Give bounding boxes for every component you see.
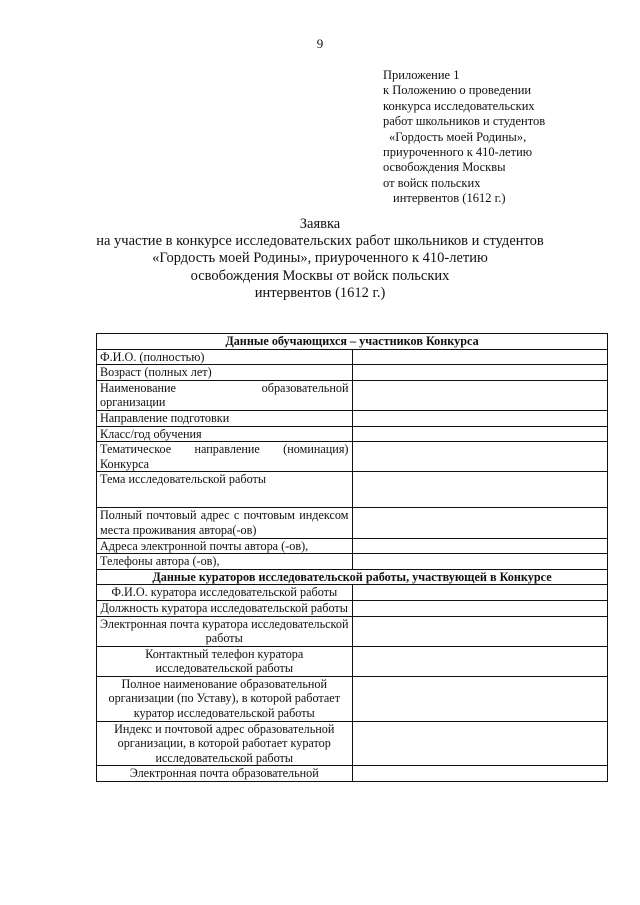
field-value-cell[interactable] — [352, 380, 608, 410]
table-row — [97, 676, 608, 721]
field-value-cell[interactable] — [352, 442, 608, 472]
field-label-line: организации — [100, 395, 166, 410]
field-label-word: Наименование — [100, 380, 176, 395]
field-label: Контактный телефон куратора исследовательской работы — [97, 646, 353, 676]
field-value-cell[interactable] — [352, 410, 608, 426]
table-row — [97, 538, 608, 554]
table-row — [97, 472, 608, 508]
field-label: Полный почтовый адрес с почтовым индексом места проживания автора(-ов) — [97, 508, 353, 538]
table-row — [97, 766, 608, 782]
appendix-line: интервентов (1612 г.) — [393, 191, 506, 206]
heading-line: на участие в конкурсе исследовательских работ школьников и студентов — [96, 233, 544, 250]
appendix-line: работ школьников и студентов — [383, 114, 546, 129]
field-label — [97, 380, 353, 410]
table-row — [97, 442, 608, 472]
field-value-cell[interactable] — [352, 721, 608, 766]
field-label: Телефоны автора (-ов), — [97, 554, 353, 570]
field-value-cell[interactable] — [352, 508, 608, 538]
section-header-row — [97, 569, 608, 585]
table-row — [97, 646, 608, 676]
field-value-cell[interactable] — [352, 585, 608, 601]
table-row — [97, 585, 608, 601]
field-label: Электронная почта куратора исследовательской работы — [97, 616, 353, 646]
page-number: 9 — [316, 36, 324, 51]
heading-line: освобождения Москвы от войск польских — [190, 267, 450, 284]
table-row — [97, 554, 608, 570]
appendix-line: «Гордость моей Родины», — [389, 129, 527, 144]
application-form-table — [96, 333, 608, 782]
document-title: Заявка — [299, 216, 341, 232]
table-row — [97, 508, 608, 538]
field-label: Ф.И.О. куратора исследовательской работы — [97, 585, 353, 601]
field-label: Адреса электронной почты автора (-ов), — [97, 538, 353, 554]
appendix-line: от войск польских — [383, 175, 481, 190]
table-row — [97, 616, 608, 646]
field-label: Ф.И.О. (полностью) — [97, 349, 353, 365]
appendix-line: к Положению о проведении — [383, 83, 532, 98]
field-value-cell[interactable] — [352, 616, 608, 646]
table-row — [97, 365, 608, 381]
field-label-line — [100, 381, 349, 396]
document-heading — [0, 216, 640, 302]
appendix-header — [383, 68, 583, 207]
heading-line: «Гордость моей Родины», приуроченного к 410-летию — [152, 250, 488, 267]
appendix-line: приуроченного к 410-летию — [383, 145, 533, 160]
heading-line: интервентов (1612 г.) — [254, 284, 386, 301]
field-label: Должность куратора исследовательской работы — [97, 600, 353, 616]
table-row — [97, 600, 608, 616]
field-value-cell[interactable] — [352, 600, 608, 616]
field-value-cell[interactable] — [352, 472, 608, 508]
appendix-line: освобождения Москвы — [383, 160, 506, 175]
field-value-cell[interactable] — [352, 426, 608, 442]
field-value-cell[interactable] — [352, 554, 608, 570]
field-label-word: образовательной — [261, 380, 349, 395]
field-label: Возраст (полных лет) — [97, 365, 353, 381]
field-value-cell[interactable] — [352, 349, 608, 365]
section-title-curators: Данные кураторов исследовательской работы, участвующей в Конкурсе — [97, 569, 608, 585]
field-label: Тематическое направление (номинация) Конкурса — [97, 442, 353, 472]
table-row — [97, 349, 608, 365]
field-label: Индекс и почтовой адрес образовательной организации, в которой работает куратор исследовательской работы — [97, 721, 353, 766]
appendix-line: Приложение 1 — [383, 68, 460, 82]
table-row — [97, 410, 608, 426]
field-value-cell[interactable] — [352, 646, 608, 676]
field-label: Электронная почта образовательной — [97, 766, 353, 782]
section-header-row — [97, 334, 608, 350]
table-row — [97, 721, 608, 766]
table-row — [97, 380, 608, 410]
field-value-cell[interactable] — [352, 766, 608, 782]
field-label: Полное наименование образовательной организации (по Уставу), в которой работает куратор исследовательской работы — [97, 676, 353, 721]
table-row — [97, 426, 608, 442]
field-label: Тема исследовательской работы — [97, 472, 353, 508]
field-label: Направление подготовки — [97, 410, 353, 426]
field-value-cell[interactable] — [352, 538, 608, 554]
field-label: Класс/год обучения — [97, 426, 353, 442]
field-value-cell[interactable] — [352, 365, 608, 381]
appendix-line: конкурса исследовательских — [383, 98, 535, 113]
field-value-cell[interactable] — [352, 676, 608, 721]
section-title-students: Данные обучающихся – участников Конкурса — [97, 334, 608, 350]
